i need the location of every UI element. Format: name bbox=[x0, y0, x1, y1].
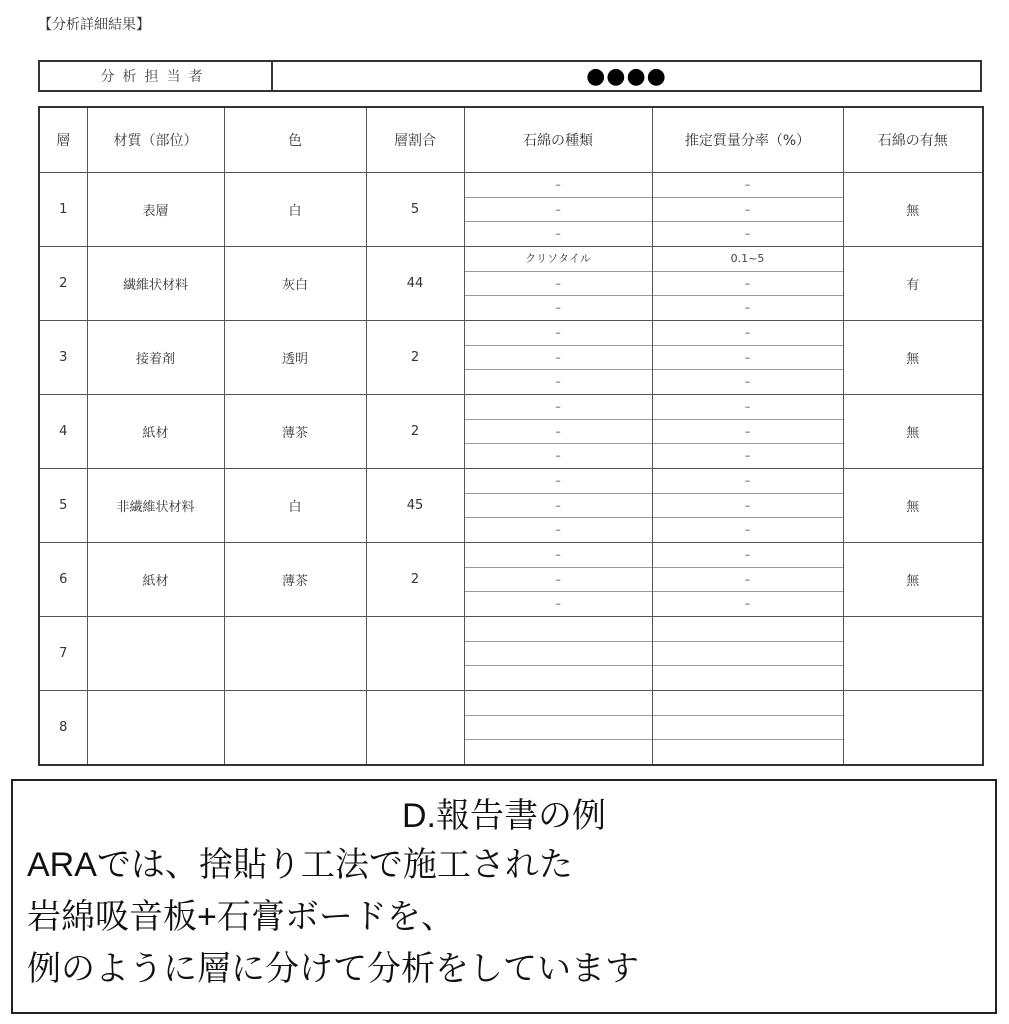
asbestos-presence-cell: 無 bbox=[843, 321, 983, 395]
layer-cell: 4 bbox=[39, 395, 87, 469]
ratio-cell: 2 bbox=[366, 321, 464, 395]
analyst-row bbox=[38, 60, 982, 92]
asbestos-type-subcell: – bbox=[465, 568, 652, 593]
asbestos-type-subcell bbox=[465, 642, 652, 667]
asbestos-type-subcell: – bbox=[465, 395, 652, 420]
asbestos-type-subcell: – bbox=[465, 420, 652, 445]
material-cell: 紙材 bbox=[87, 543, 224, 617]
ratio-cell: 2 bbox=[366, 543, 464, 617]
material-cell: 接着剤 bbox=[87, 321, 224, 395]
asbestos-presence-cell: 無 bbox=[843, 395, 983, 469]
analysis-results-table bbox=[38, 106, 984, 766]
color-cell: 透明 bbox=[224, 321, 366, 395]
material-cell: 紙材 bbox=[87, 395, 224, 469]
mass-fraction-cell bbox=[652, 247, 843, 321]
mass-fraction-subcell: – bbox=[744, 301, 751, 315]
asbestos-type-subcell: – bbox=[465, 494, 652, 519]
asbestos-type-subcell: – bbox=[555, 301, 561, 315]
mass-fraction-subcell: – bbox=[653, 543, 843, 568]
color-cell bbox=[224, 617, 366, 691]
table-row bbox=[39, 173, 983, 247]
table-row bbox=[39, 469, 983, 543]
caption-line: 例のように層に分けて分析をしています bbox=[27, 950, 639, 988]
ratio-cell: 44 bbox=[366, 247, 464, 321]
mass-fraction-subcell: – bbox=[744, 375, 751, 389]
mass-fraction-subcell: – bbox=[744, 523, 751, 537]
table-row bbox=[39, 247, 983, 321]
mass-fraction-cell bbox=[652, 543, 843, 617]
asbestos-type-subcell: – bbox=[555, 449, 561, 463]
asbestos-type-subcell bbox=[465, 740, 652, 764]
mass-fraction-subcell: – bbox=[653, 321, 843, 346]
analyst-label: 分析担当者 bbox=[40, 62, 273, 90]
layer-cell: 7 bbox=[39, 617, 87, 691]
caption-line: 岩綿吸音板+石膏ボードを、 bbox=[27, 898, 455, 936]
asbestos-presence-cell: 無 bbox=[843, 469, 983, 543]
mass-fraction-subcell: – bbox=[653, 469, 843, 494]
layer-cell: 6 bbox=[39, 543, 87, 617]
table-row bbox=[39, 691, 983, 766]
table-row bbox=[39, 617, 983, 691]
ratio-cell bbox=[366, 617, 464, 691]
asbestos-type-subcell bbox=[465, 617, 652, 642]
asbestos-type-subcell: – bbox=[465, 198, 652, 223]
mass-fraction-cell bbox=[652, 469, 843, 543]
table-row bbox=[39, 395, 983, 469]
mass-fraction-subcell bbox=[653, 691, 843, 716]
asbestos-type-cell bbox=[464, 321, 652, 395]
mass-fraction-cell bbox=[652, 173, 843, 247]
color-cell: 灰白 bbox=[224, 247, 366, 321]
asbestos-type-cell bbox=[464, 395, 652, 469]
ratio-cell: 45 bbox=[366, 469, 464, 543]
table-row bbox=[39, 543, 983, 617]
mass-fraction-subcell: – bbox=[653, 272, 843, 297]
asbestos-presence-cell: 無 bbox=[843, 543, 983, 617]
mass-fraction-cell bbox=[652, 395, 843, 469]
mass-fraction-subcell: – bbox=[653, 173, 843, 198]
table-header-row bbox=[39, 107, 983, 173]
table-row bbox=[39, 321, 983, 395]
layer-cell: 3 bbox=[39, 321, 87, 395]
column-header: 色 bbox=[224, 107, 366, 173]
caption-box bbox=[11, 779, 997, 1014]
column-header: 石綿の種類 bbox=[464, 107, 652, 173]
layer-cell: 2 bbox=[39, 247, 87, 321]
asbestos-type-subcell: – bbox=[555, 227, 561, 241]
mass-fraction-subcell: 0.1~5 bbox=[653, 247, 843, 272]
asbestos-presence-cell: 無 bbox=[843, 173, 983, 247]
mass-fraction-subcell: – bbox=[744, 597, 751, 611]
asbestos-type-subcell: – bbox=[555, 375, 561, 389]
asbestos-presence-cell bbox=[843, 691, 983, 766]
column-header: 推定質量分率（%） bbox=[652, 107, 843, 173]
mass-fraction-subcell: – bbox=[653, 494, 843, 519]
material-cell bbox=[87, 691, 224, 766]
mass-fraction-subcell: – bbox=[653, 198, 843, 223]
report-document bbox=[8, 0, 999, 768]
asbestos-type-subcell: – bbox=[555, 523, 561, 537]
material-cell: 非繊維状材料 bbox=[87, 469, 224, 543]
asbestos-type-subcell: – bbox=[465, 469, 652, 494]
asbestos-type-subcell bbox=[465, 716, 652, 741]
asbestos-type-subcell: クリソタイル bbox=[465, 247, 652, 272]
asbestos-type-cell bbox=[464, 691, 652, 766]
asbestos-type-subcell bbox=[465, 691, 652, 716]
color-cell: 薄茶 bbox=[224, 543, 366, 617]
asbestos-type-subcell: – bbox=[465, 543, 652, 568]
color-cell: 薄茶 bbox=[224, 395, 366, 469]
column-header: 層割合 bbox=[366, 107, 464, 173]
asbestos-type-cell bbox=[464, 617, 652, 691]
ratio-cell bbox=[366, 691, 464, 766]
mass-fraction-subcell bbox=[653, 642, 843, 667]
analyst-value: ●●●● bbox=[586, 63, 667, 89]
material-cell: 表層 bbox=[87, 173, 224, 247]
layer-cell: 1 bbox=[39, 173, 87, 247]
mass-fraction-cell bbox=[652, 617, 843, 691]
mass-fraction-subcell bbox=[653, 666, 843, 690]
mass-fraction-subcell bbox=[653, 617, 843, 642]
mass-fraction-cell bbox=[652, 321, 843, 395]
mass-fraction-subcell: – bbox=[653, 346, 843, 371]
asbestos-type-subcell: – bbox=[465, 321, 652, 346]
asbestos-type-cell bbox=[464, 173, 652, 247]
asbestos-type-cell bbox=[464, 247, 652, 321]
asbestos-type-cell bbox=[464, 469, 652, 543]
column-header: 層 bbox=[39, 107, 87, 173]
mass-fraction-subcell: – bbox=[653, 568, 843, 593]
column-header: 石綿の有無 bbox=[843, 107, 983, 173]
asbestos-type-cell bbox=[464, 543, 652, 617]
ratio-cell: 5 bbox=[366, 173, 464, 247]
material-cell: 繊維状材料 bbox=[87, 247, 224, 321]
mass-fraction-cell bbox=[652, 691, 843, 766]
mass-fraction-subcell bbox=[653, 716, 843, 741]
report-heading: 【分析詳細結果】 bbox=[38, 17, 150, 33]
column-header: 材質（部位） bbox=[87, 107, 224, 173]
asbestos-presence-cell: 有 bbox=[843, 247, 983, 321]
asbestos-type-subcell: – bbox=[555, 597, 561, 611]
mass-fraction-subcell: – bbox=[744, 449, 751, 463]
asbestos-type-subcell bbox=[465, 666, 652, 690]
caption-line: ARAでは、捨貼り工法で施工された bbox=[27, 846, 573, 884]
color-cell bbox=[224, 691, 366, 766]
ratio-cell: 2 bbox=[366, 395, 464, 469]
color-cell: 白 bbox=[224, 173, 366, 247]
color-cell: 白 bbox=[224, 469, 366, 543]
mass-fraction-subcell: – bbox=[653, 395, 843, 420]
asbestos-presence-cell bbox=[843, 617, 983, 691]
asbestos-type-subcell: – bbox=[465, 173, 652, 198]
asbestos-type-subcell: – bbox=[465, 346, 652, 371]
caption-title: D.報告書の例 bbox=[402, 797, 606, 835]
layer-cell: 8 bbox=[39, 691, 87, 766]
mass-fraction-subcell: – bbox=[653, 420, 843, 445]
asbestos-type-subcell: – bbox=[465, 272, 652, 297]
material-cell bbox=[87, 617, 224, 691]
mass-fraction-subcell bbox=[653, 740, 843, 764]
layer-cell: 5 bbox=[39, 469, 87, 543]
mass-fraction-subcell: – bbox=[744, 227, 751, 241]
